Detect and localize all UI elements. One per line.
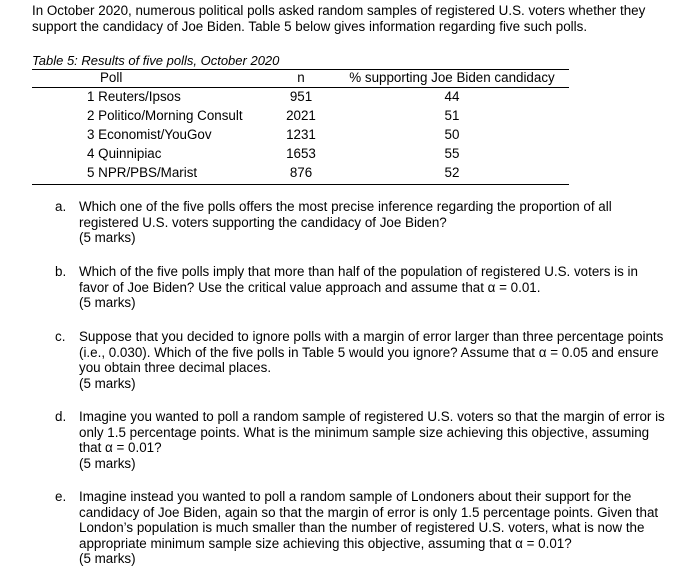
question-letter: e. (55, 489, 67, 504)
cell-n: 1653 (286, 146, 316, 161)
question-text (79, 489, 665, 567)
header-pct: % supporting Joe Biden candidacy (349, 70, 555, 85)
cell-pct: 44 (444, 89, 460, 104)
cell-poll: 3 Economist/YouGov (87, 127, 212, 142)
question-marks: (5 marks) (79, 230, 136, 245)
header-n: n (297, 70, 305, 85)
question-marks: (5 marks) (79, 455, 136, 471)
cell-pct: 52 (444, 165, 460, 180)
question-text (79, 264, 665, 311)
question-letter: a. (55, 199, 67, 214)
cell-pct: 55 (444, 146, 460, 161)
question-text (79, 329, 665, 391)
cell-n: 951 (289, 89, 313, 104)
question-prompt: Which of the five polls imply that more than half of the population of registered U.S. voters is in favor of Joe Biden? Use the critical value approach and assume that α = 0.01. (79, 264, 638, 295)
cell-n: 2021 (286, 108, 316, 123)
question-letter: c. (55, 329, 66, 344)
question-prompt: Imagine you wanted to poll a random sample of registered U.S. voters so that the margin of error is only 1.5 percentage points. What is the minimum sample size achieving this objective, assuming that α = 0.01? (79, 409, 665, 455)
cell-poll: 2 Politico/Morning Consult (87, 108, 243, 123)
header-poll: Poll (100, 70, 123, 85)
table-bottom-rule (32, 184, 569, 185)
cell-pct: 50 (444, 127, 460, 142)
question-prompt: Imagine instead you wanted to poll a random sample of Londoners about their support for the candidacy of Joe Biden, again so that the margin of error is only 1.5 percentage points. Given that London’s population is much smaller than the number of registered U.S. voters, what is now the appropriate minimum sample size achieving this objective, assuming that α = 0.01? (79, 489, 659, 551)
question-marks: (5 marks) (79, 295, 136, 310)
cell-pct: 51 (444, 108, 460, 123)
question-text (79, 409, 665, 471)
question-letter: b. (55, 264, 67, 279)
table-header-rule (32, 87, 569, 88)
cell-poll: 1 Reuters/Ipsos (87, 89, 181, 104)
table-caption: Table 5: Results of five polls, October 2020 (32, 53, 280, 68)
question-marks: (5 marks) (79, 551, 136, 566)
cell-n: 876 (289, 165, 313, 180)
cell-poll: 4 Quinnipiac (87, 146, 162, 161)
cell-n: 1231 (286, 127, 316, 142)
question-prompt: Which one of the five polls offers the most precise inference regarding the proportion of all registered U.S. voters supporting the candidacy of Joe Biden? (79, 199, 612, 230)
question-prompt: Suppose that you decided to ignore polls with a margin of error larger than three percentage points (i.e., 0.030). Which of the five polls in Table 5 would you ignore? Assume that α = 0.05 and ensure you obtain three decimal places. (79, 329, 664, 375)
intro-paragraph: In October 2020, numerous political polls asked random samples of registered U.S. voters whether they support the candidacy of Joe Biden. Table 5 below gives information regarding five such polls. (32, 3, 646, 34)
question-letter: d. (55, 409, 67, 424)
question-marks: (5 marks) (79, 375, 136, 391)
cell-poll: 5 NPR/PBS/Marist (87, 165, 198, 180)
question-text (79, 199, 665, 246)
